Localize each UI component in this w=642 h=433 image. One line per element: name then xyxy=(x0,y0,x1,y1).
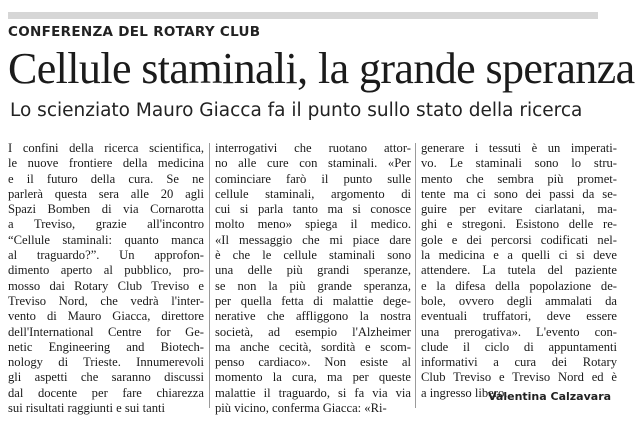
article-text-line: mento che sembra più promet- xyxy=(421,171,617,186)
article-text-line: gli aspetti che saranno discussi xyxy=(8,370,204,385)
article-text-line: Treviso Nord, che vedrà l'inter- xyxy=(8,293,204,308)
article-text-line: più vicino, conferma Giacca: «Ri- xyxy=(215,401,387,416)
article-column-3 xyxy=(421,141,617,401)
article-text-line: è che le cellule staminali sono xyxy=(215,248,411,263)
article-text-line: informativi a cura dei Rotary xyxy=(421,355,617,370)
article-text-line: una prerogativa». L'evento con- xyxy=(421,324,617,339)
column-divider xyxy=(415,143,416,408)
article-text-line: cominciare farò il punto sulle xyxy=(215,171,411,186)
article-text-line: la medicina e a quelli ci si deve xyxy=(421,248,617,263)
article-text-line: gole e dei percorsi codificati nel- xyxy=(421,232,617,247)
article-text-line: attendere. La tutela del paziente xyxy=(421,263,617,278)
subheadline: Lo scienziato Mauro Giacca fa il punto sullo stato della ricerca xyxy=(10,100,583,121)
article-text-line: cellule staminali, argomento di xyxy=(215,186,411,201)
article-text-line: per quella fetta di malattie dege- xyxy=(215,293,411,308)
article-text-line: le nuove frontiere della medicina xyxy=(8,156,204,171)
article-text-line: I confini della ricerca scientifica, xyxy=(8,141,204,155)
article-text-line: vo. Le staminali sono lo stru- xyxy=(421,156,617,171)
kicker: CONFERENZA DEL ROTARY CLUB xyxy=(8,24,261,40)
article-text-line: “Cellule staminali: quanto manca xyxy=(8,232,204,247)
article-text-line: nology di Trieste. Innumerevoli xyxy=(8,355,204,370)
article-text-line: «Il messaggio che mi piace dare xyxy=(215,232,411,247)
article-text-line: al traguardo?”. Un approfon- xyxy=(8,248,204,263)
article-text-line: e il futuro della cura. Se ne xyxy=(8,171,204,186)
article-text-line: cui si parla tanto ma si conosce xyxy=(215,202,411,217)
article-text-line: parlerà questa sera alle 20 agli xyxy=(8,186,204,201)
article-text-line: se non la più grande speranza, xyxy=(215,278,411,293)
article-text-line: interrogativi che ruotano attor- xyxy=(215,141,411,155)
article-text-line: clude il ciclo di appuntamenti xyxy=(421,339,617,354)
article-text-line: eventuali truffatori, deve essere xyxy=(421,309,617,324)
article-text-line: ghi e stregoni. Esistono delle re- xyxy=(421,217,617,232)
article-text-line: dal docente per fare chiarezza xyxy=(8,385,204,400)
article-text-line: netic Engineering and Biotech- xyxy=(8,339,204,354)
article-text-line: mosso dai Rotary Club Treviso e xyxy=(8,278,204,293)
article-text-line: tente ma ci sono dei passi da se- xyxy=(421,186,617,201)
article-text-line: Club Treviso e Treviso Nord ed è xyxy=(421,370,617,385)
article-text-line: no alle cure con staminali. «Per xyxy=(215,156,411,171)
section-rule xyxy=(8,12,598,19)
article-text-line: malattie il traguardo, si fa via via xyxy=(215,385,411,400)
column-divider xyxy=(209,143,210,408)
article-text-line: sui risultati raggiunti e sui tanti xyxy=(8,401,166,416)
byline: Valentina Calzavara xyxy=(488,390,612,403)
article-text-line: momento la cura, ma per queste xyxy=(215,370,411,385)
article-text-line: una delle più grandi speranze, xyxy=(215,263,411,278)
article-text-line: a ingresso libero. xyxy=(421,385,508,400)
article-column-2 xyxy=(215,141,411,416)
article-text-line: società, ad esempio l'Alzheimer xyxy=(215,324,411,339)
article-text-line: molto meno» spiega il medico. xyxy=(215,217,411,232)
article-text-line: nerative che affliggono la nostra xyxy=(215,309,411,324)
article-text-line: generare i tessuti è un imperati- xyxy=(421,141,617,155)
headline: Cellule staminali, la grande speranza xyxy=(8,44,635,93)
article-text-line: Spazi Bomben di via Cornarotta xyxy=(8,202,204,217)
article-text-line: vento di Mauro Giacca, direttore xyxy=(8,309,204,324)
article-text-line: guire per evitare ciarlatani, ma- xyxy=(421,202,617,217)
article-text-line: dimento aperto al pubblico, pro- xyxy=(8,263,204,278)
article-text-line: a Treviso, grazie all'incontro xyxy=(8,217,204,232)
article-text-line: e la difesa della popolazione de- xyxy=(421,278,617,293)
article-text-line: bole, ovvero degli ammalati da xyxy=(421,293,617,308)
article-text-line: penso cardiaco». Non esiste al xyxy=(215,355,411,370)
article-text-line: dell'International Centre for Ge- xyxy=(8,324,204,339)
article-text-line: ma anche cecità, sordità e scom- xyxy=(215,339,411,354)
article-column-1 xyxy=(8,141,204,416)
